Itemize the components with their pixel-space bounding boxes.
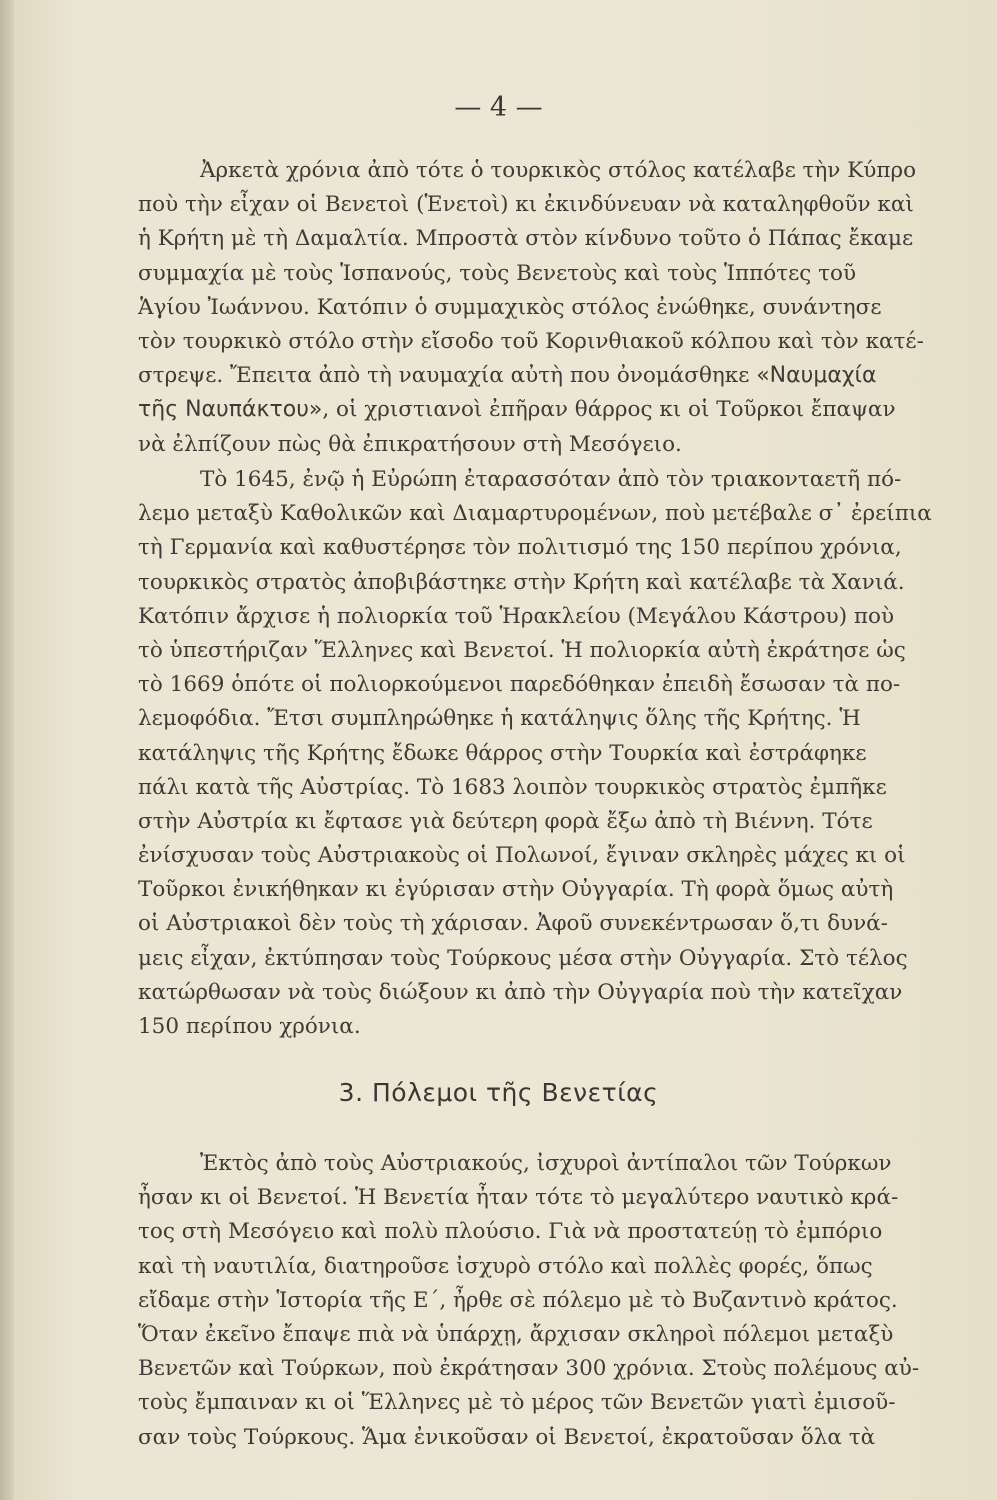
text-line: οἱ Αὐστριακοὶ δὲν τοὺς τὴ χάρισαν. Ἀφοῦ συνεκέντρωσαν ὅ,τι δυνά- [138,911,888,937]
text-segment: στρεψε. Ἔπειτα ἀπὸ τὴ ναυμαχία αὐτὴ που ὀνομάσθηκε [138,363,750,389]
text-line: πάλι κατὰ τῆς Αὐστρίας. Τὸ 1683 λοιπὸν τουρκικὸς στρατὸς ἐμπῆκε [138,774,887,800]
text-line: κατώρθωσαν νὰ τοὺς διώξουν κι ἀπὸ τὴν Οὐγγαρία ποὺ τὴν κατεῖχαν [138,979,903,1005]
text-line: Κατόπιν ἄρχισε ἡ πολιορκία τοῦ Ἡρακλείου (Μεγάλου Κάστρου) ποὺ [138,603,895,629]
text-line: Ὅταν ἐκεῖνο ἔπαψε πιὰ νὰ ὑπάρχῃ, ἄρχισαν σκληροὶ πόλεμοι μεταξὺ [138,1321,894,1347]
section-heading: 3. Πόλεμοι τῆς Βενετίας [338,1078,659,1107]
text-line: κατάληψις τῆς Κρήτης ἔδωκε θάρρος στὴν Τουρκία καὶ ἐστράφηκε [138,740,867,766]
text-line: εἴδαμε στὴν Ἱστορία τῆς Ε΄, ἦρθε σὲ πόλεμο μὲ τὸ Βυζαντινὸ κράτος. [138,1287,898,1313]
page-binding-edge [0,0,14,1500]
emphasized-term: τῆς Ναυπάκτου» [138,397,323,423]
paragraph-1 [138,154,958,462]
text-line: Βενετῶν καὶ Τούρκων, ποὺ ἐκράτησαν 300 χρόνια. Στοὺς πολέμους αὐ- [138,1356,920,1382]
text-segment: , οἱ χριστιανοὶ ἐπῆραν θάρρος κι οἱ Τοῦρκοι ἔπαψαν [322,397,896,423]
text-line: τος στὴ Μεσόγειο καὶ πολὺ πλούσιο. Γιὰ νὰ προστατεύῃ τὸ ἐμπόριο [138,1219,883,1245]
text-line: 150 περίπου χρόνια. [138,1014,361,1039]
text-line: Τοῦρκοι ἐνικήθηκαν κι ἐγύρισαν στὴν Οὐγγαρία. Τὴ φορὰ ὅμως αὐτὴ [138,877,894,903]
text-line: συμμαχία μὲ τοὺς Ἱσπανούς, τοὺς Βενετοὺς καὶ τοὺς Ἱππότες τοῦ [138,260,857,286]
text-line: Ἐκτὸς ἀπὸ τοὺς Αὐστριακούς, ἰσχυροὶ ἀντίπαλοι τῶν Τούρκων [200,1151,892,1176]
text-line: τουρκικὸς στρατὸς ἀποβιβάστηκε στὴν Κρήτη καὶ κατέλαβε τὰ Χανιά. [138,569,905,595]
text-line: νὰ ἐλπίζουν πὼς θὰ ἐπικρατήσουν στὴ Μεσόγειο. [138,431,682,457]
text-line [138,393,958,427]
text-line: Ἁγίου Ἰωάννου. Κατόπιν ὁ συμμαχικὸς στόλος ἐνώθηκε, συνάντησε [138,294,882,320]
text-line: Ἀρκετὰ χρόνια ἀπὸ τότε ὁ τουρκικὸς στόλος κατέλαβε τὴν Κύπρο [200,158,917,183]
text-line: καὶ τὴ ναυτιλία, διατηροῦσε ἰσχυρὸ στόλο καὶ πολλὲς φορές, ὅπως [138,1253,873,1279]
text-line: ἦσαν κι οἱ Βενετοί. Ἡ Βενετία ἦταν τότε τὸ μεγαλύτερο ναυτικὸ κρά- [138,1185,899,1211]
text-line: τοὺς ἔμπαιναν κι οἱ Ἕλληνες μὲ τὸ μέρος τῶν Βενετῶν γιατὶ ἐμισοῦ- [138,1390,896,1416]
text-line: τὴ Γερμανία καὶ καθυστέρησε τὸν πολιτισμό της 150 περίπου χρόνια, [138,535,902,561]
text-line: ἡ Κρήτη μὲ τὴ Δαμαλτία. Μπροστὰ στὸν κίνδυνο τοῦτο ὁ Πάπας ἔκαμε [138,226,914,252]
text-line: στὴν Αὐστρία κι ἔφτασε γιὰ δεύτερη φορὰ ἔξω ἀπὸ τὴ Βιέννη. Τότε [138,808,873,834]
text-line [138,359,958,393]
text-line: ποὺ τὴν εἶχαν οἱ Βενετοὶ (Ἑνετοὶ) κι ἐκινδύνευαν νὰ καταληφθοῦν καὶ [138,192,914,218]
paragraph-3 [138,1147,958,1455]
text-line: ἐνίσχυσαν τοὺς Αὐστριακοὺς οἱ Πολωνοί, ἔγιναν σκληρὲς μάχες κι οἱ [138,843,906,869]
text-line: Τὸ 1645, ἐνῷ ἡ Εὐρώπη ἐταρασσόταν ἀπὸ τὸν τριακονταετῆ πό- [200,467,902,492]
text-line: λεμο μεταξὺ Καθολικῶν καὶ Διαμαρτυρομένων, ποὺ μετέβαλε σ᾽ ἐρείπια [138,501,932,527]
text-line: τὸ ὑπεστήριζαν Ἕλληνες καὶ Βενετοί. Ἡ πολιορκία αὐτὴ ἐκράτησε ὡς [138,637,906,663]
text-line: λεμοφόδια. Ἔτσι συμπληρώθηκε ἡ κατάληψις ὅλης τῆς Κρήτης. Ἡ [138,706,861,732]
text-line: σαν τοὺς Τούρκους. Ἅμα ἐνικοῦσαν οἱ Βενετοί, ἐκρατοῦσαν ὅλα τὰ [138,1424,876,1450]
text-line: τὸν τουρκικὸ στόλο στὴν εἴσοδο τοῦ Κορινθιακοῦ κόλπου καὶ τὸν κατέ- [138,328,924,354]
paragraph-2 [138,463,958,1044]
text-line: τὸ 1669 ὁπότε οἱ πολιορκούμενοι παρεδόθηκαν ἐπειδὴ ἔσωσαν τὰ πο- [138,672,901,698]
page-number: — 4 — [454,92,543,123]
text-line: μεις εἶχαν, ἐκτύπησαν τοὺς Τούρκους μέσα στὴν Οὐγγαρία. Στὸ τέλος [138,945,908,971]
emphasized-term: «Ναυμαχία [756,363,877,389]
